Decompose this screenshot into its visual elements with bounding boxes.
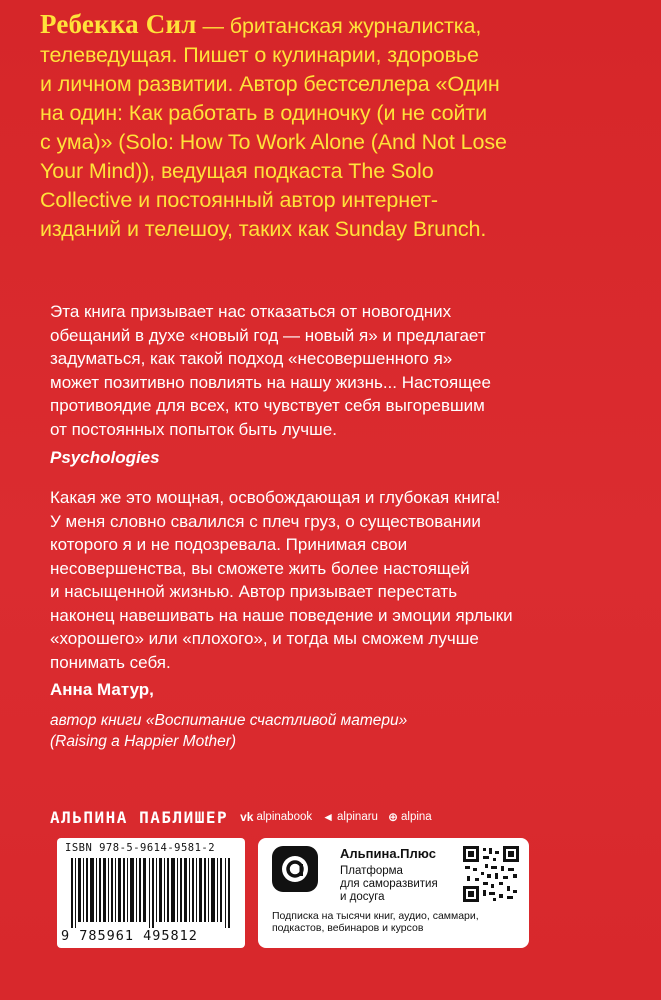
review-quote-mathur	[50, 486, 610, 674]
quote-source: Psychologies	[50, 448, 160, 467]
promo-subtitle-line: для саморазвития	[340, 878, 438, 890]
social-telegram[interactable]	[322, 810, 378, 824]
bio-line: изданий и телешоу, таких как Sunday Brunch.	[40, 217, 487, 241]
promo-subtitle	[340, 865, 450, 904]
bio-first-line	[40, 10, 640, 41]
quote-line: наконец навешивать на наше поведение и эмоции ярлыки	[50, 605, 513, 625]
social-vk[interactable]	[240, 810, 312, 824]
promo-title: Альпина.Плюс	[340, 846, 436, 861]
bio-line: с ума)» (Solo: How To Work Alone (And Not Lose	[40, 130, 507, 154]
bio-line: на один: Как работать в одиночку (и не сойти	[40, 101, 488, 125]
quote-line: противоядие для всех, кто чувствует себя выгоревшим	[50, 396, 485, 415]
promo-description-line: Подписка на тысячи книг, аудио, саммари,	[272, 910, 479, 922]
barcode-panel	[57, 838, 245, 948]
barcode-digits: 9 785961 495812	[61, 928, 198, 944]
quote-line: от постоянных попыток быть лучше.	[50, 419, 337, 439]
telegram-icon: ◄	[322, 810, 335, 824]
social-label: alpinabook	[256, 811, 313, 823]
plus-icon: ⊕	[387, 810, 398, 824]
quote-line: и насыщенной жизнью. Автор призывает перестать	[50, 582, 458, 601]
publisher-logo: АЛЬПИНА ПАБЛИШЕР	[50, 807, 229, 827]
quote-line: понимать себя.	[50, 652, 171, 672]
bio-line: Collective и постоянный автор интернет-	[40, 188, 438, 212]
quote-author-description	[50, 695, 407, 752]
author-name: Ребекка Сил	[40, 9, 197, 39]
quote-line: «хорошего» или «плохого», и тогда мы сможем лучше	[50, 629, 479, 648]
promo-description	[272, 910, 482, 934]
barcode-icon	[71, 858, 235, 928]
bio-line-rest: — британская журналистка,	[196, 14, 482, 38]
alpina-plus-app-icon	[272, 846, 318, 892]
social-label: alpinaru	[337, 811, 378, 823]
promo-subtitle-line: и досуга	[340, 891, 385, 903]
quote-author-line: автор книги «Воспитание счастливой матери»	[50, 712, 408, 729]
quote-line: Какая же это мощная, освобождающая и глубокая книга!	[50, 488, 501, 507]
alpina-plus-promo	[258, 838, 529, 948]
quote-line: Эта книга призывает нас отказаться от новогодних	[50, 302, 452, 321]
vk-icon: vk	[240, 810, 254, 824]
quote-author-name: Анна Матур,	[50, 680, 154, 699]
quote-line: может позитивно повлиять на нашу жизнь... Настоящее	[50, 372, 491, 392]
bio-line: телеведущая. Пишет о кулинарии, здоровье	[40, 43, 479, 67]
social-label: alpina	[401, 811, 432, 823]
social-plus[interactable]	[388, 810, 432, 824]
promo-description-line: подкастов, вебинаров и курсов	[272, 922, 424, 934]
quote-line: обещаний в духе «новый год — новый я» и предлагает	[50, 325, 486, 345]
isbn-number: ISBN 978-5-9614-9581-2	[65, 842, 216, 854]
quote-line: которого я и не подозревала. Принимая свои	[50, 535, 408, 554]
quote-author-line: (Raising a Happier Mother)	[50, 733, 237, 750]
qr-code-icon[interactable]	[463, 846, 519, 902]
quote-line: несовершенства, вы сможете жить более настоящей	[50, 558, 470, 578]
promo-subtitle-line: Платформа	[340, 865, 403, 877]
author-bio	[40, 10, 640, 244]
publisher-bar	[50, 806, 442, 828]
review-quote-psychologies	[50, 300, 610, 441]
quote-line: задуматься, как такой подход «несовершенного я»	[50, 349, 453, 368]
bio-line: Your Mind)), ведущая подкаста The Solo	[40, 159, 434, 183]
quote-line: У меня словно свалился с плеч груз, о существовании	[50, 511, 481, 531]
bio-line: и личном развитии. Автор бестселлера «Один	[40, 72, 500, 96]
